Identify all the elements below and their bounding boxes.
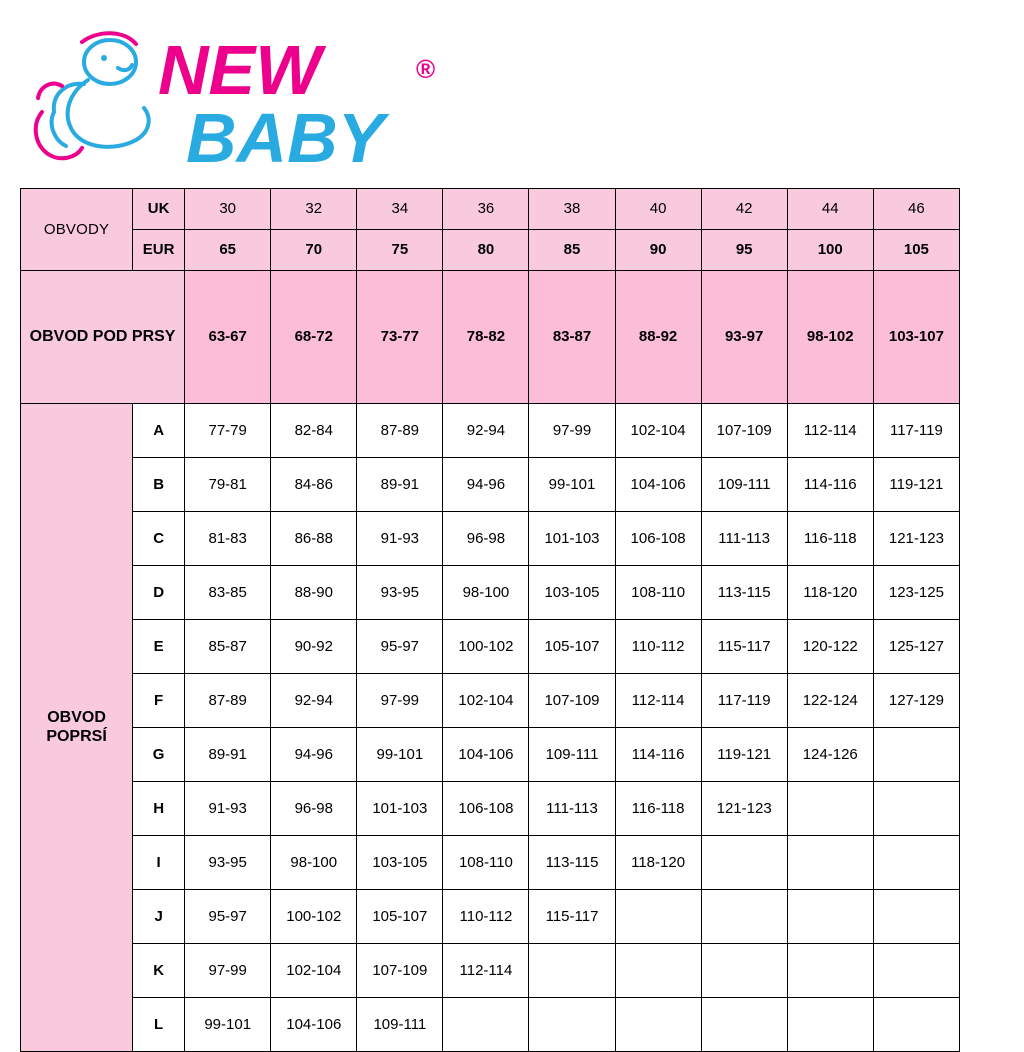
bust-cell: 106-108 xyxy=(615,512,701,566)
empty-cell xyxy=(443,998,529,1052)
empty-cell xyxy=(615,890,701,944)
cup-letter: E xyxy=(133,620,185,674)
table-row-cup-e xyxy=(21,620,960,674)
table-row-cup-d xyxy=(21,566,960,620)
bust-cell: 102-104 xyxy=(443,674,529,728)
bust-cell: 104-106 xyxy=(271,998,357,1052)
cup-letter: D xyxy=(133,566,185,620)
bust-cell: 93-95 xyxy=(357,566,443,620)
bust-cell: 124-126 xyxy=(787,728,873,782)
bust-cell: 115-117 xyxy=(701,620,787,674)
cup-letter: K xyxy=(133,944,185,998)
eur-size-cell: 65 xyxy=(185,230,271,271)
bust-cell: 92-94 xyxy=(271,674,357,728)
bust-cell: 91-93 xyxy=(357,512,443,566)
uk-size-cell: 42 xyxy=(701,189,787,230)
uk-size-cell: 34 xyxy=(357,189,443,230)
bust-cell: 98-100 xyxy=(271,836,357,890)
bust-cell: 112-114 xyxy=(787,404,873,458)
brand-logo xyxy=(18,20,438,170)
row-label-underbust: OBVOD POD PRSY xyxy=(21,271,185,404)
cup-letter: B xyxy=(133,458,185,512)
empty-cell xyxy=(873,836,959,890)
underbust-cell: 103-107 xyxy=(873,271,959,404)
bust-cell: 109-111 xyxy=(357,998,443,1052)
uk-size-cell: 36 xyxy=(443,189,529,230)
bust-cell: 101-103 xyxy=(357,782,443,836)
bust-cell: 118-120 xyxy=(615,836,701,890)
underbust-cell: 63-67 xyxy=(185,271,271,404)
empty-cell xyxy=(873,944,959,998)
cup-letter: J xyxy=(133,890,185,944)
bust-cell: 79-81 xyxy=(185,458,271,512)
bust-cell: 107-109 xyxy=(701,404,787,458)
empty-cell xyxy=(873,728,959,782)
bust-cell: 113-115 xyxy=(701,566,787,620)
uk-size-cell: 44 xyxy=(787,189,873,230)
empty-cell xyxy=(701,890,787,944)
empty-cell xyxy=(787,998,873,1052)
bust-cell: 100-102 xyxy=(443,620,529,674)
table-row-cup-i xyxy=(21,836,960,890)
eur-size-cell: 80 xyxy=(443,230,529,271)
table-row-cup-j xyxy=(21,890,960,944)
table-row-cup-c xyxy=(21,512,960,566)
bust-cell: 95-97 xyxy=(185,890,271,944)
bust-cell: 83-85 xyxy=(185,566,271,620)
underbust-cell: 68-72 xyxy=(271,271,357,404)
empty-cell xyxy=(529,998,615,1052)
bust-cell: 108-110 xyxy=(443,836,529,890)
bust-cell: 97-99 xyxy=(185,944,271,998)
bust-cell: 105-107 xyxy=(357,890,443,944)
bust-cell: 120-122 xyxy=(787,620,873,674)
bust-cell: 92-94 xyxy=(443,404,529,458)
bust-cell: 85-87 xyxy=(185,620,271,674)
table-row-cup-h xyxy=(21,782,960,836)
eur-size-cell: 105 xyxy=(873,230,959,271)
bust-cell: 121-123 xyxy=(701,782,787,836)
bust-cell: 104-106 xyxy=(615,458,701,512)
bust-cell: 107-109 xyxy=(357,944,443,998)
cup-letter: C xyxy=(133,512,185,566)
bust-cell: 110-112 xyxy=(443,890,529,944)
cup-letter: I xyxy=(133,836,185,890)
bust-cell: 81-83 xyxy=(185,512,271,566)
underbust-cell: 88-92 xyxy=(615,271,701,404)
empty-cell xyxy=(701,998,787,1052)
bust-cell: 105-107 xyxy=(529,620,615,674)
bust-cell: 112-114 xyxy=(443,944,529,998)
bust-cell: 87-89 xyxy=(185,674,271,728)
bust-cell: 99-101 xyxy=(357,728,443,782)
bust-cell: 113-115 xyxy=(529,836,615,890)
uk-size-cell: 40 xyxy=(615,189,701,230)
bust-cell: 99-101 xyxy=(529,458,615,512)
cup-letter: H xyxy=(133,782,185,836)
bust-cell: 84-86 xyxy=(271,458,357,512)
empty-cell xyxy=(787,944,873,998)
underbust-cell: 78-82 xyxy=(443,271,529,404)
empty-cell xyxy=(787,782,873,836)
empty-cell xyxy=(787,836,873,890)
bust-cell: 109-111 xyxy=(701,458,787,512)
bust-cell: 94-96 xyxy=(443,458,529,512)
underbust-cell: 93-97 xyxy=(701,271,787,404)
empty-cell xyxy=(701,944,787,998)
bust-cell: 77-79 xyxy=(185,404,271,458)
key-uk: UK xyxy=(133,189,185,230)
underbust-cell: 83-87 xyxy=(529,271,615,404)
eur-size-cell: 90 xyxy=(615,230,701,271)
bust-cell: 89-91 xyxy=(357,458,443,512)
cup-letter: G xyxy=(133,728,185,782)
bust-cell: 115-117 xyxy=(529,890,615,944)
bust-cell: 114-116 xyxy=(615,728,701,782)
bust-cell: 117-119 xyxy=(701,674,787,728)
bust-cell: 102-104 xyxy=(615,404,701,458)
bust-cell: 111-113 xyxy=(701,512,787,566)
eur-size-cell: 95 xyxy=(701,230,787,271)
bust-cell: 88-90 xyxy=(271,566,357,620)
bust-cell: 116-118 xyxy=(615,782,701,836)
empty-cell xyxy=(787,890,873,944)
bust-cell: 91-93 xyxy=(185,782,271,836)
bust-cell: 104-106 xyxy=(443,728,529,782)
bust-cell: 117-119 xyxy=(873,404,959,458)
row-label-bust: OBVOD POPRSÍ xyxy=(21,404,133,1052)
bust-cell: 119-121 xyxy=(873,458,959,512)
empty-cell xyxy=(873,890,959,944)
table-row-cup-b xyxy=(21,458,960,512)
size-chart xyxy=(20,188,960,1052)
bust-cell: 96-98 xyxy=(271,782,357,836)
table-row-underbust xyxy=(21,271,960,404)
table-row-cup-l xyxy=(21,998,960,1052)
bust-cell: 111-113 xyxy=(529,782,615,836)
empty-cell xyxy=(873,782,959,836)
size-chart-table xyxy=(20,188,960,1052)
bust-cell: 87-89 xyxy=(357,404,443,458)
bust-cell: 95-97 xyxy=(357,620,443,674)
bust-cell: 102-104 xyxy=(271,944,357,998)
bust-cell: 103-105 xyxy=(357,836,443,890)
bust-cell: 106-108 xyxy=(443,782,529,836)
logo-word-new: NEW xyxy=(158,31,322,109)
table-row-cup-k xyxy=(21,944,960,998)
bust-cell: 123-125 xyxy=(873,566,959,620)
empty-cell xyxy=(615,944,701,998)
underbust-cell: 73-77 xyxy=(357,271,443,404)
empty-cell xyxy=(615,998,701,1052)
bust-cell: 97-99 xyxy=(357,674,443,728)
logo-word-baby: BABY xyxy=(186,99,385,170)
bust-cell: 108-110 xyxy=(615,566,701,620)
table-row-uk xyxy=(21,189,960,230)
bust-cell: 112-114 xyxy=(615,674,701,728)
row-label-circumferences: OBVODY xyxy=(21,189,133,271)
key-eur: EUR xyxy=(133,230,185,271)
table-row-cup-g xyxy=(21,728,960,782)
bust-cell: 125-127 xyxy=(873,620,959,674)
bust-cell: 100-102 xyxy=(271,890,357,944)
uk-size-cell: 38 xyxy=(529,189,615,230)
bust-cell: 96-98 xyxy=(443,512,529,566)
uk-size-cell: 32 xyxy=(271,189,357,230)
cup-letter: F xyxy=(133,674,185,728)
eur-size-cell: 75 xyxy=(357,230,443,271)
bust-cell: 97-99 xyxy=(529,404,615,458)
registered-mark: ® xyxy=(416,54,436,84)
bust-cell: 86-88 xyxy=(271,512,357,566)
empty-cell xyxy=(701,836,787,890)
bust-cell: 103-105 xyxy=(529,566,615,620)
bust-cell: 114-116 xyxy=(787,458,873,512)
bust-cell: 82-84 xyxy=(271,404,357,458)
bust-cell: 109-111 xyxy=(529,728,615,782)
underbust-cell: 98-102 xyxy=(787,271,873,404)
bust-cell: 94-96 xyxy=(271,728,357,782)
empty-cell xyxy=(529,944,615,998)
bust-cell: 119-121 xyxy=(701,728,787,782)
uk-size-cell: 46 xyxy=(873,189,959,230)
empty-cell xyxy=(873,998,959,1052)
cup-letter: L xyxy=(133,998,185,1052)
baby-illustration xyxy=(18,20,438,170)
bust-cell: 101-103 xyxy=(529,512,615,566)
bust-cell: 127-129 xyxy=(873,674,959,728)
uk-size-cell: 30 xyxy=(185,189,271,230)
bust-cell: 116-118 xyxy=(787,512,873,566)
bust-cell: 121-123 xyxy=(873,512,959,566)
eur-size-cell: 70 xyxy=(271,230,357,271)
bust-cell: 118-120 xyxy=(787,566,873,620)
eur-size-cell: 100 xyxy=(787,230,873,271)
bust-cell: 107-109 xyxy=(529,674,615,728)
bust-cell: 98-100 xyxy=(443,566,529,620)
cup-letter: A xyxy=(133,404,185,458)
bust-cell: 122-124 xyxy=(787,674,873,728)
table-row-cup-f xyxy=(21,674,960,728)
bust-cell: 89-91 xyxy=(185,728,271,782)
bust-cell: 93-95 xyxy=(185,836,271,890)
table-row-eur xyxy=(21,230,960,271)
bust-cell: 99-101 xyxy=(185,998,271,1052)
bust-cell: 90-92 xyxy=(271,620,357,674)
table-row-cup-a xyxy=(21,404,960,458)
eur-size-cell: 85 xyxy=(529,230,615,271)
bust-cell: 110-112 xyxy=(615,620,701,674)
